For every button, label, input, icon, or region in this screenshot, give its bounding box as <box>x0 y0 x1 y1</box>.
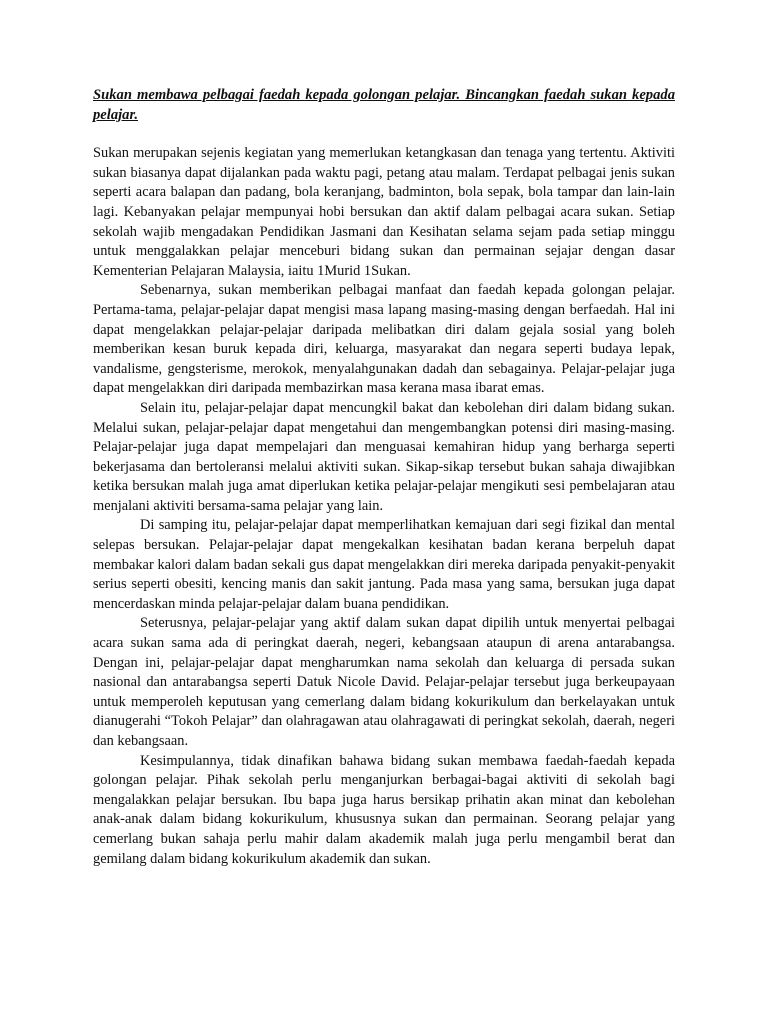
essay-question-title: Sukan membawa pelbagai faedah kepada golongan pelajar. Bincangkan faedah sukan kepada pelajar. <box>93 87 675 123</box>
paragraph-body-3: Di samping itu, pelajar-pelajar dapat memperlihatkan kemajuan dari segi fizikal dan mental selepas bersukan. Pelajar-pelajar dapat mengekalkan kesihatan badan kerana berpeluh dapat membakar kalori dalam badan sekali gus dapat mengelakkan diri mereka daripada penyakit-penyakit serius seperti obesiti, kencing manis dan sakit jantung. Pada masa yang sama, bersukan juga dapat mencerdaskan minda pelajar-pelajar dalam buana pendidikan. <box>93 517 675 612</box>
document-page <box>93 86 675 869</box>
paragraph-body-2: Selain itu, pelajar-pelajar dapat mencungkil bakat dan kebolehan diri dalam bidang sukan. Melalui sukan, pelajar-pelajar dapat mengetahui dan mengembangkan potensi diri masing-masing. Pelajar-pelajar juga dapat mempelajari dan menguasai kemahiran hidup yang berharga seperti bekerjasama dan bertoleransi melalui aktiviti sukan. Sikap-sikap tersebut bukan sahaja diwajibkan ketika bersukan malah juga amat diperlukan ketika pelajar-pelajar mengikuti sesi pembelajaran atau menjalani aktiviti bersama-sama pelajar yang lain. <box>93 399 675 514</box>
paragraph-body-4: Seterusnya, pelajar-pelajar yang aktif dalam sukan dapat dipilih untuk menyertai pelbagai acara sukan sama ada di peringkat daerah, negeri, kebangsaan ataupun di arena antarabangsa. Dengan ini, pelajar-pelajar dapat mengharumkan nama sekolah dan keluarga di persada sukan nasional dan antarabangsa seperti Datuk Nicole David. Pelajar-pelajar tersebut juga berkeupayaan untuk memperoleh keputusan yang cemerlang dalam bidang kokurikulum dan berkelayakan untuk dianugerahi “Tokoh Pelajar” dan olahragawan atau olahragawati di peringkat sekolah, daerah, negeri dan kebangsaan. <box>93 615 675 749</box>
paragraph-conclusion: Kesimpulannya, tidak dinafikan bahawa bidang sukan membawa faedah-faedah kepada golongan pelajar. Pihak sekolah perlu menganjurkan berbagai-bagai aktiviti di sekolah bagi mengalakkan pelajar bersukan. Ibu bapa juga harus bersikap prihatin akan minat dan kebolehan anak-anak dalam bidang kokurikulum, khususnya sukan dan permainan. Seorang pelajar yang cemerlang bukan sahaja perlu mahir dalam akademik malah juga perlu mengambil berat dan gemilang dalam bidang kokurikulum akademik dan sukan. <box>93 752 675 867</box>
paragraph-introduction: Sukan merupakan sejenis kegiatan yang memerlukan ketangkasan dan tenaga yang tertentu. Aktiviti sukan biasanya dapat dijalankan pada waktu pagi, petang atau malam. Terdapat pelbagai jenis sukan seperti acara balapan dan padang, bola keranjang, badminton, bola sepak, bola tampar dan lain-lain lagi. Kebanyakan pelajar mempunyai hobi bersukan dan aktif dalam pelbagai acara sukan. Setiap sekolah wajib mengadakan Pendidikan Jasmani dan Kesihatan selama sejam pada setiap minggu untuk menggalakkan pelajar menceburi bidang sukan dan permainan sejajar dengan dasar Kementerian Pelajaran Malaysia, iaitu 1Murid 1Sukan. <box>93 145 675 279</box>
paragraph-body-1: Sebenarnya, sukan memberikan pelbagai manfaat dan faedah kepada golongan pelajar. Pertama-tama, pelajar-pelajar dapat mengisi masa lapang masing-masing dengan berfaedah. Hal ini dapat mengelakkan pelajar-pelajar daripada melibatkan diri dalam gejala sosial yang boleh memberikan kesan buruk kepada diri, keluarga, masyarakat dan negara seperti budaya lepak, vandalisme, gengsterisme, merokok, menyalahgunakan dadah dan sebagainya. Pelajar-pelajar juga dapat mengelakkan diri daripada membazirkan masa kerana masa ibarat emas. <box>93 282 675 397</box>
